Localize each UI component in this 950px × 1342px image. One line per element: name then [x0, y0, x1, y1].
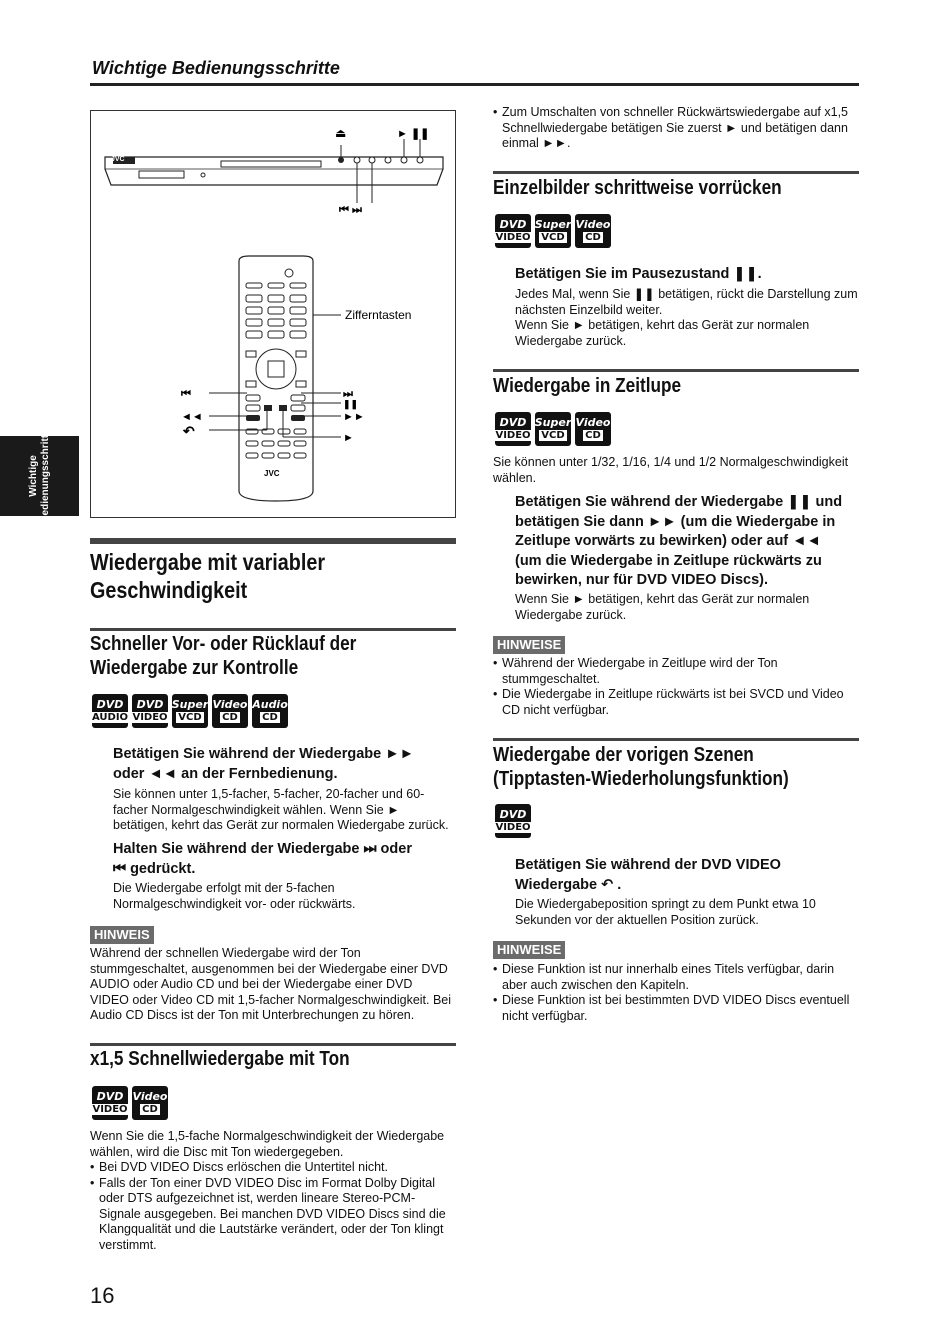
remote-next-label: ⏭: [343, 388, 353, 400]
sub1-heading: [90, 632, 356, 680]
sec3-heading: Wiedergabe der vorigen Szenen (Tipptasten-Wiederholungsfunktion): [493, 744, 789, 790]
step-hold-skip-body: Die Wiedergabe erfolgt mit der 5-fachen Normalgeschwindigkeit vor- oder rückwärts.: [113, 881, 356, 911]
sec2-intro: Sie können unter 1/32, 1/16, 1/4 und 1/2 Normalgeschwindigkeit wählen.: [493, 455, 849, 485]
subsection-rule: [90, 628, 456, 631]
page-header-title: Wichtige Bedienungsschritte: [92, 58, 340, 78]
logo-dvd-video: DVD VIDEO: [132, 694, 168, 728]
disc-logos: [92, 694, 288, 728]
side-tab-label: [28, 429, 52, 522]
sub1-heading-line2: Wiedergabe zur Kontrolle: [90, 657, 299, 679]
device-illustration: [91, 111, 457, 519]
side-tab-line2: Bedienungsschritte: [39, 429, 51, 523]
logo-dvd-video: DVD VIDEO: [495, 412, 531, 446]
main-heading-line1: Wiedergabe mit variabler: [90, 549, 326, 575]
hinweis-badge: HINWEIS: [90, 926, 154, 944]
list-item: • Diese Funktion ist bei bestimmten DVD VIDEO Discs eventuell nicht verfügbar.: [493, 993, 859, 1024]
hinweise-badge: HINWEISE: [493, 636, 565, 654]
remote-replay-label: ↶: [183, 423, 195, 439]
logo-dvd-video: DVD VIDEO: [495, 804, 531, 838]
remote-ff-label: ►►: [343, 411, 365, 423]
list-item: • Diese Funktion ist nur innerhalb eines Titels verfügbar, darin aber auch zwischen den Kapiteln.: [493, 962, 859, 993]
logo-video-cd: Video CD: [575, 214, 611, 248]
player-brand: JVC: [111, 156, 125, 163]
logo-dvd-audio: DVD AUDIO: [92, 694, 128, 728]
section-rule-r2: [493, 369, 859, 372]
remote-prev-label: ⏮: [181, 388, 191, 400]
logo-video-cd: Video CD: [212, 694, 248, 728]
sec2-body: Wenn Sie ► betätigen, kehrt das Gerät zur normalen Wiedergabe zurück.: [515, 592, 810, 622]
step-ff-fr-line1: Betätigen Sie während der Wiedergabe ►►: [113, 746, 414, 762]
logo-svcd: Super VCD: [535, 214, 571, 248]
disc-logos-r1: [495, 214, 611, 248]
header-rule: [90, 83, 859, 86]
section-rule-r1: [493, 171, 859, 174]
subsection-rule-2: [90, 1043, 456, 1046]
section-rule: [90, 538, 456, 544]
step-ff-fr-line2: oder ◄◄ an der Fernbedienung.: [113, 765, 338, 782]
main-heading-line2: Geschwindigkeit: [90, 577, 248, 603]
disc-logos-2: [92, 1086, 168, 1120]
step-ff-fr-body: Sie können unter 1,5-facher, 5-facher, 20-facher und 60- facher Normalgeschwindigkeit wählen. Wenn Sie ► betätigen, kehrt das Gerät zur normalen Wiedergabe zurück.: [113, 787, 449, 832]
hinweise-badge-2: HINWEISE: [493, 941, 565, 959]
sub2-heading: x1,5 Schnellwiedergabe mit Ton: [90, 1048, 350, 1070]
main-heading: [90, 548, 325, 604]
hinweis-text: Während der schnellen Wiedergabe wird der Ton stummgeschaltet, ausgenommen bei der Wiedergabe einer DVD AUDIO oder Audio CD und bei der Wiedergabe einer DVD VIDEO oder Video CD mit 1,5-facher Normalgeschwindigkeit. Bei Audio CD Discs ist der Ton mit Unterbrechungen zu hören.: [90, 946, 452, 1022]
side-tab: [0, 429, 79, 523]
zifferntasten-label: Zifferntasten: [345, 308, 412, 322]
page-number: 16: [90, 1283, 115, 1308]
logo-video-cd: Video CD: [575, 412, 611, 446]
disc-logos-r2: [495, 412, 611, 446]
sec2-notes: [493, 656, 859, 718]
logo-video-cd: Video CD: [132, 1086, 168, 1120]
list-item: • Bei DVD VIDEO Discs erlöschen die Untertitel nicht.: [90, 1160, 460, 1176]
logo-audio-cd: Audio CD: [252, 694, 288, 728]
dvd-player-drawing: [105, 139, 443, 203]
eject-label: ⏏: [335, 126, 347, 140]
logo-svcd: Super VCD: [535, 412, 571, 446]
list-item: • Die Wiedergabe in Zeitlupe rückwärts ist bei SVCD und Video CD nicht verfügbar.: [493, 687, 859, 718]
skip-label: ⏮ ⏭: [339, 204, 362, 216]
disc-logos-r3: [495, 804, 531, 838]
figure-box: [90, 110, 456, 518]
list-item: • Zum Umschalten von schneller Rückwärtswiedergabe auf x1,5 Schnellwiedergabe betätigen Sie zuerst ► und betätigen dann einmal ►►.: [493, 105, 859, 152]
step-hold-skip: Halten Sie während der Wiedergabe ⏭ oder ⏮ gedrückt.: [113, 841, 412, 877]
sec3-body: Die Wiedergabeposition springt zu dem Punkt etwa 10 Sekunden vor der aktuellen Position zurück.: [515, 897, 816, 927]
logo-dvd-video: DVD VIDEO: [495, 214, 531, 248]
sec1-body: Jedes Mal, wenn Sie ❚❚ betätigen, rückt die Darstellung zum nächsten Einzelbild weiter. Wenn Sie ► betätigen, kehrt das Gerät zur normalen Wiedergabe zurück.: [515, 287, 858, 348]
sec2-step: Betätigen Sie während der Wiedergabe ❚❚ und betätigen Sie dann ►► (um die Wiedergabe in Zeitlupe vorwärts zu bewirken) oder auf ◄◄ (um die Wiedergabe in Zeitlupe rückwärts zu bewirken, nur für DVD VIDEO Discs).: [515, 494, 843, 588]
side-tab-line1: Wichtige: [27, 455, 39, 497]
remote-brand: JVC: [264, 469, 280, 478]
logo-svcd: Super VCD: [172, 694, 208, 728]
sec3-notes: [493, 962, 859, 1024]
sec1-heading: Einzelbilder schrittweise vorrücken: [493, 177, 782, 199]
remote-pause-label: ❚❚: [343, 399, 359, 409]
sub2-body: Wenn Sie die 1,5-fache Normalgeschwindigkeit der Wiedergabe wählen, wird die Disc mit Ton wiedergegeben. • Bei DVD VIDEO Discs erlöschen die Untertitel nicht. • Falls der Ton einer DVD VIDEO Disc im Format Dolby Digital oder DTS aufgezeichnet ist, werden lineare Stereo-PCM- Signale ausgegeben. Bei manchen DVD VIDEO Discs sind die Klangqualität und die Lautstärke verändert, oder der Ton klingt verstimmt.: [90, 1129, 460, 1253]
sec3-step: Betätigen Sie während der DVD VIDEO Wiedergabe ↶ .: [515, 857, 781, 893]
sec1-step: Betätigen Sie im Pausezustand ❚❚.: [515, 266, 762, 282]
step-ff-fr: [113, 745, 414, 784]
remote-drawing: [209, 256, 341, 501]
play-pause-label: ► ❚❚: [397, 128, 430, 140]
sec2-heading: Wiedergabe in Zeitlupe: [493, 375, 682, 397]
list-item: • Während der Wiedergabe in Zeitlupe wird der Ton stummgeschaltet.: [493, 656, 859, 687]
remote-play-label: ►: [343, 432, 354, 444]
sub1-heading-line1: Schneller Vor- oder Rücklauf der: [90, 633, 357, 655]
list-item: • Falls der Ton einer DVD VIDEO Disc im Format Dolby Digital oder DTS aufgezeichnet ist, werden lineare Stereo-PCM- Signale ausgegeben. Bei manchen DVD VIDEO Discs sind die Klangqualität und die Lautstärke verändert, oder der Ton klingt verstimmt.: [90, 1176, 460, 1254]
section-rule-r3: [493, 738, 859, 741]
top-bullet: [493, 105, 859, 152]
logo-dvd-video: DVD VIDEO: [92, 1086, 128, 1120]
remote-fr-label: ◄◄: [181, 411, 203, 423]
